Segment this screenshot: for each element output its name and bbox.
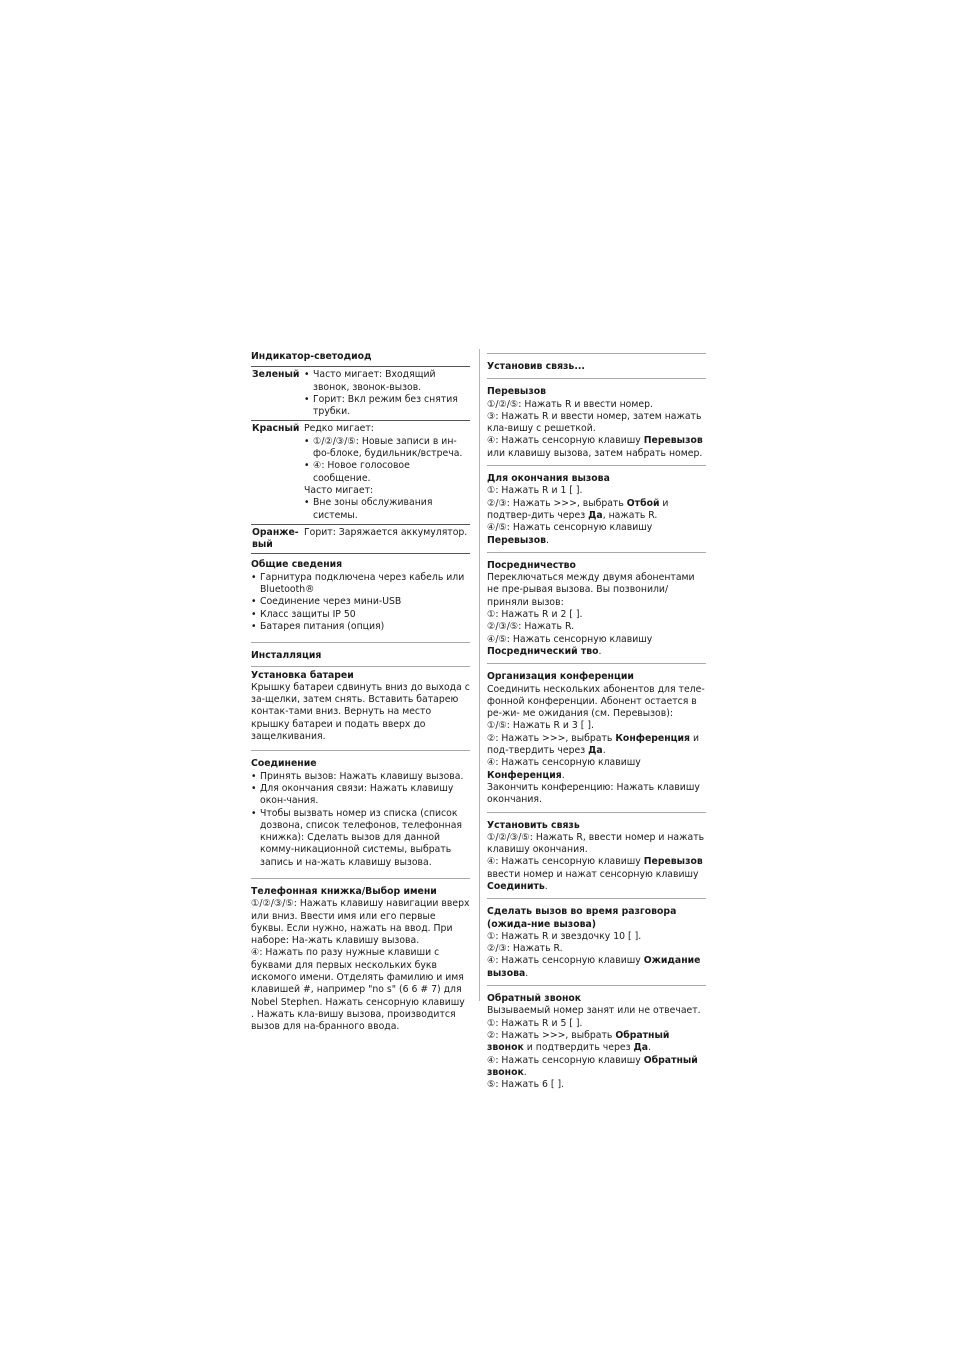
list-item: • Принять вызов: Нажать клавишу вызова. [251,771,470,783]
led-row-orange [251,524,470,554]
text-line: ⑤: Нажать 6 [ ]. [487,1079,565,1091]
text-line: Вызываемый номер занят или не отвечает. [487,1005,701,1017]
list-item: • Чтобы вызвать номер из списка (список дозвона, список телефонов, телефонная книжка): Сделать вызов для данной комму-никационной системы, выбрать запись и на-жать клавишу вызова. [251,808,470,869]
battery-title: Установка батареи [251,669,354,681]
led-item: • Горит: Вкл режим без снятия трубки. [304,394,469,419]
led-color: Оранже-вый [252,526,299,551]
phonebook-title: Телефонная книжка/Выбор имени [251,885,437,897]
list-item: • Класс защиты IP 50 [251,609,470,621]
led-row-green [251,367,470,421]
install-title: Инсталляция [251,650,322,662]
text-line: ④: Нажать сенсорную клавишу Перевызов или клавишу вызова, затем набрать номер. [487,435,703,459]
text-line: ④/⑤: Нажать сенсорную клавишу Перевызов. [487,522,653,546]
led-item: • ④: Новое голосовое сообщение. [304,460,469,485]
text-line: Соединить нескольких абонентов для теле-фонной конференции. Абонент остается в ре-жи- ме ожидания (см. Перевызов): [487,683,705,720]
end-call-title: Для окончания вызова [487,473,610,485]
call-waiting-title: Сделать вызов во время разговора (ожида-ние вызова) [487,906,677,930]
led-row-red [251,421,470,524]
list-item: • Для окончания связи: Нажать клавишу окон-чания. [251,783,470,808]
led-item: • ①/②/③/⑤: Новые записи в ин-фо-блоке, будильник/встреча. [304,436,469,461]
column-divider [479,349,480,1001]
broker-title: Посредничество [487,559,576,571]
text-line: ①: Нажать R и 1 [ ]. [487,485,583,497]
text-line: ①/②/⑤: Нажать R и ввести номер. [487,398,653,410]
left-column [251,351,470,1034]
transfer-title: Перевызов [487,386,547,398]
text-line: ④: Нажать сенсорную клавишу Обратный звонок. [487,1054,698,1078]
general-title: Общие сведения [251,559,343,571]
text-line: ③: Нажать R и ввести номер, затем нажать кла-вишу с решеткой. [487,410,702,435]
led-color: Зеленый [252,369,300,381]
callback-title: Обратный звонок [487,993,582,1005]
text-line: ④: Нажать сенсорную клавишу Перевызов ввести номер и нажат сенсорную клавишу Соединить. [487,856,703,892]
led-table [251,366,470,554]
list-item: • Гарнитура подключена через кабель или Bluetooth® [251,572,470,597]
led-line: Часто мигает: [304,484,374,496]
text-line: ②/③: Нажать >>>, выбрать Отбой и подтвер-дить через Да, нажать R. [487,497,669,521]
led-item: • Вне зоны обслуживания системы. [304,497,469,522]
setup-title: Установить связь [487,819,580,831]
led-color: Красный [252,423,300,435]
text-line: ①: Нажать R и звездочку 10 [ ]. [487,930,642,942]
text-line: ①: Нажать R и 5 [ ]. [487,1017,583,1029]
led-line: Редко мигает: [304,423,374,435]
led-text: Горит: Заряжается аккумулятор. [304,526,468,538]
text-line: ①: Нажать R и 2 [ ]. [487,609,583,621]
list-item: • Батарея питания (опция) [251,621,470,633]
led-title: Индикатор-светодиод [251,351,372,362]
text-line: ②/③/⑤: Нажать R. [487,621,575,633]
list-item: • Соединение через мини-USB [251,596,470,608]
text-line: Переключаться между двумя абонентами не пре-рывая вызова. Вы позвонили/приняли вызов: [487,572,695,608]
text-line: ④: Нажать сенсорную клавишу Конференция. [487,757,641,781]
phonebook-text: ④: Нажать по разу нужные клавиши с буквами для первых нескольких букв искомого имени. Отделять фамилию и имя клавишей #, например "no s" (6 6 # 7) для Nobel Stephen. Нажать сенсорную клавишу . Нажать кла-вишу вызова, производится вызов для на-бранного ввода. [251,947,465,1033]
text-line: ②/③: Нажать R. [487,943,563,955]
general-list [251,572,470,633]
text-line: ②: Нажать >>>, выбрать Конференция и под-твердить через Да. [487,732,700,757]
connected-title: Установив связь... [487,361,585,372]
text-line: ①/⑤: Нажать R и 3 [ ]. [487,720,594,732]
battery-text: Крышку батареи сдвинуть вниз до выхода с за-щелки, затем снять. Вставить батарею контак-тами вниз. Вернуть на место крышку батареи и подать вверх до защелкивания. [251,681,470,743]
text-line: ④: Нажать сенсорную клавишу Ожидание вызова. [487,955,701,979]
connection-title: Соединение [251,758,317,770]
connection-list [251,771,470,869]
conference-title: Организация конференции [487,671,634,683]
led-item: • Часто мигает: Входящий звонок, звонок-вызов. [304,369,469,394]
text-line: ④/⑤: Нажать сенсорную клавишу Посреднический тво. [487,633,653,657]
text-line: ②: Нажать >>>, выбрать Обратный звонок и подтвердить через Да. [487,1029,670,1054]
phonebook-text: ①/②/③/⑤: Нажать клавишу навигации вверх или вниз. Ввести имя или его первые буквы. Если нужно, нажать на ввод. При наборе: На-жать клавишу вызова. [251,898,470,947]
text-line: ①/②/③/⑤: Нажать R, ввести номер и нажать клавишу окончания. [487,831,705,856]
text-line: Закончить конференцию: Нажать клавишу окончания. [487,781,700,806]
right-column [487,351,706,1091]
